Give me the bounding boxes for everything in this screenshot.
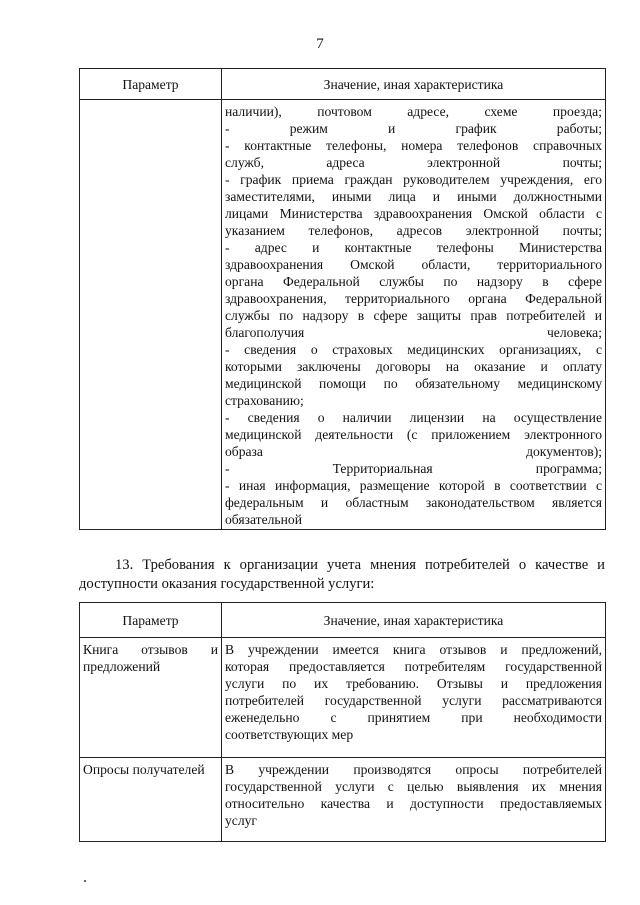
text-line: - адрес и контактные телефоны Министерства [225, 240, 602, 255]
text-line: относительно качества и доступности предоставляемых [225, 796, 602, 811]
text-line: федеральным и областным законодательством является [225, 495, 602, 510]
text-line: заместителями, иными лица и иными должностными [225, 189, 602, 204]
text-line: служб, адреса электронной почты; [225, 155, 602, 170]
text-line: здравоохранения Омской области, территориального [225, 257, 602, 272]
page-number: 7 [316, 36, 324, 52]
text-line: доступности оказания государственной услуги: [79, 576, 375, 592]
text-line: услуг [225, 813, 257, 828]
text-line: еженедельно с принятием при необходимости [225, 710, 602, 725]
header-parameter: Параметр [80, 603, 222, 638]
text-line: В учреждении имеется книга отзывов и предложений, [225, 642, 602, 657]
header-value: Значение, иная характеристика [222, 69, 606, 100]
text-line: - сведения о наличии лицензии на осуществление [225, 410, 602, 425]
value-text [225, 759, 602, 829]
text-line: В учреждении производятся опросы потребителей [225, 762, 602, 777]
text-line: потребителей государственной услуги рассматриваются [225, 693, 602, 708]
value-cell [222, 758, 606, 842]
text-line: страхованию; [225, 393, 304, 408]
table-row [80, 758, 606, 842]
text-line: медицинской деятельности (с приложением электронного [225, 427, 602, 442]
text-line: которыми заключены договоры на оказание и оплату [225, 359, 602, 374]
table-header-row [80, 603, 606, 638]
text-line: - сведения о страховых медицинских организациях, с [225, 342, 602, 357]
text-line: услуги по их требованию. Отзывы и предложения [225, 676, 602, 691]
text-line: органа Федеральной службы по надзору в сфере [225, 274, 602, 289]
text-line: государственной услуги с целью выявления их мнения [225, 779, 602, 794]
parameter-cell [80, 638, 222, 758]
parameter-cell [80, 758, 222, 842]
table-row [80, 638, 606, 758]
text-line: службы по надзору в сфере защиты прав потребителей и [225, 308, 602, 323]
feedback-requirements-table [79, 602, 606, 842]
text-line: Опросы получателей [83, 762, 205, 777]
parameter-text [83, 759, 218, 778]
text-line: - контактные телефоны, номера телефонов справочных [225, 138, 602, 153]
text-line: здравоохранения, территориального органа Федеральной [225, 291, 602, 306]
text-line: медицинской помощи по обязательному медицинскому [225, 376, 602, 391]
header-value: Значение, иная характеристика [222, 603, 606, 638]
text-line: Книга отзывов и [83, 642, 218, 657]
text-line: предложений [83, 659, 161, 674]
info-requirements-table [79, 68, 606, 530]
section-13-heading [79, 556, 605, 594]
text-line: наличии), почтовом адресе, схеме проезда; [225, 104, 602, 119]
scan-speck [84, 880, 86, 882]
text-line: обязательной [225, 512, 302, 527]
text-line: которая предоставляется потребителям государственной [225, 659, 602, 674]
value-cell [222, 638, 606, 758]
text-line: соответствующих мер [225, 727, 354, 742]
text-line: лицами Министерства здравоохранения Омской области с [225, 206, 602, 221]
text-line: указанием телефонов, адресов электронной почты; [225, 223, 602, 238]
text-line: - график приема граждан руководителем учреждения, его [225, 172, 602, 187]
text-line: образа документов); [225, 444, 602, 459]
header-parameter: Параметр [80, 69, 222, 100]
parameter-text [83, 639, 218, 675]
value-text [225, 101, 602, 528]
value-cell [222, 100, 606, 530]
text-line: - иная информация, размещение которой в соответствии с [225, 478, 602, 493]
table-header-row [80, 69, 606, 100]
table-row [80, 100, 606, 530]
text-line: 13. Требования к организации учета мнения потребителей о качестве и [115, 557, 605, 573]
text-line: благополучия человека; [225, 325, 602, 340]
text-line: - Территориальная программа; [225, 461, 602, 476]
value-text [225, 639, 602, 743]
text-line: - режим и график работы; [225, 121, 602, 136]
parameter-cell [80, 100, 222, 530]
